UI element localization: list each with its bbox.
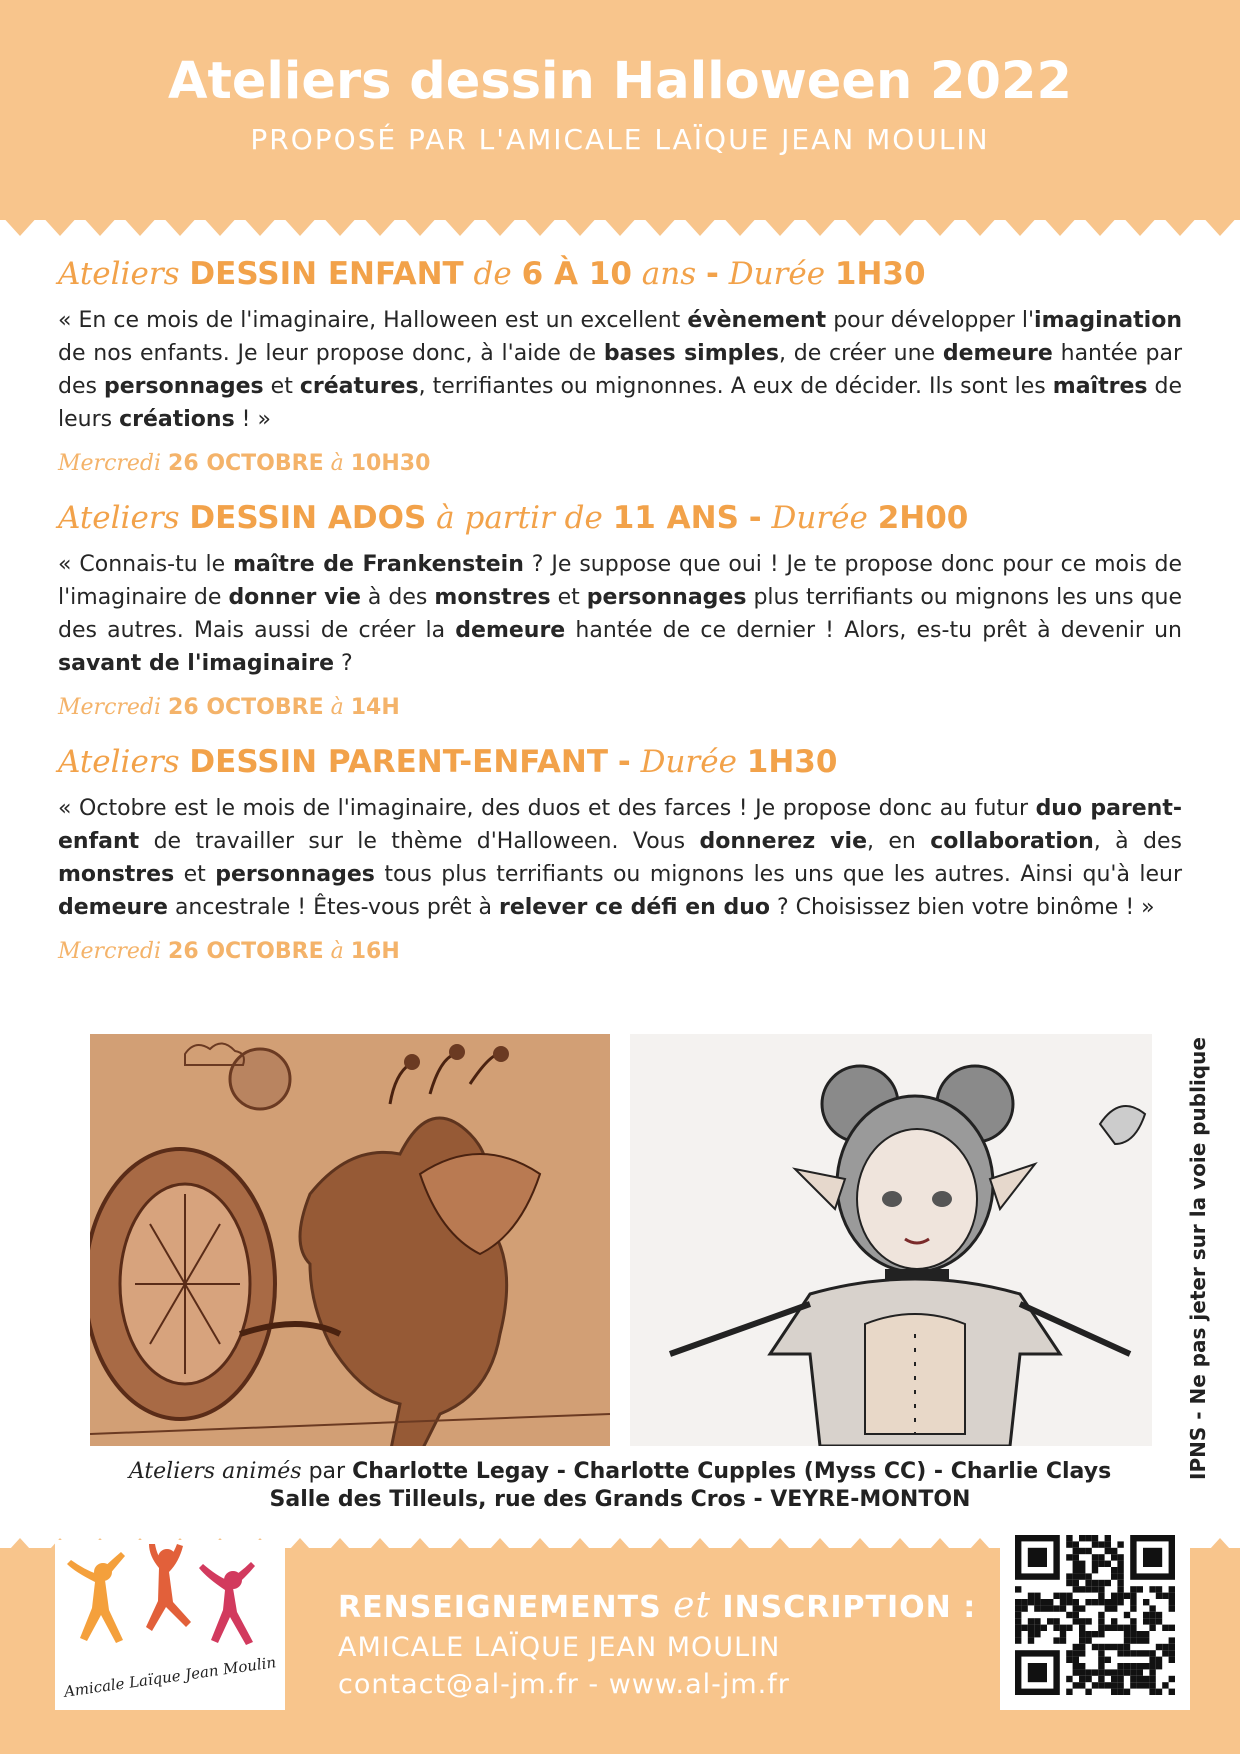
title-part: à partir de [436,500,603,536]
description-keyword: personnages [103,374,264,399]
description-keyword: bases simples [603,341,779,366]
workshop-title [58,496,1182,540]
title-part: - [748,500,762,536]
title-part: de [473,256,512,292]
description-text: hantée de ce dernier ! Alors, es-tu prêt à devenir un [565,618,1182,643]
description-keyword: collaboration [930,829,1094,854]
description-text: « Connais-tu le [58,552,234,577]
title-part: 1H30 [746,744,838,780]
contact-links[interactable]: contact@al-jm.fr - www.al-jm.fr [338,1669,790,1700]
description-text: de leurs [58,374,1182,432]
date-part: à [330,451,344,476]
date-part: 26 OCTOBRE [168,695,324,720]
credits-names: Charlotte Legay - Charlotte Cupples (Myss CC) - Charlie Clays [352,1459,1112,1484]
description-text: « Octobre est le mois de l'imaginaire, des duos et des farces ! Je propose donc au futur [58,796,1036,821]
description-text: , à des [1093,829,1182,854]
title-part: 6 À 10 [521,256,632,292]
description-text: « En ce mois de l'imaginaire, Halloween est un excellent [58,308,688,333]
description-text: , en [867,829,931,854]
date-part: à [330,695,344,720]
description-keyword: personnages [586,585,747,610]
workshop-title [58,740,1182,784]
date-part: 26 OCTOBRE [168,939,324,964]
description-keyword: donner vie [228,585,361,610]
credits [0,1458,1240,1514]
dragon-illustration [90,1034,610,1446]
title-part: Durée [771,500,868,536]
title-part: 2H00 [877,500,969,536]
description-keyword: personnages [215,862,375,887]
workshop-section [58,496,1182,726]
qr-code-icon [1000,1520,1190,1710]
workshop-section [58,740,1182,970]
description-text: et [550,585,587,610]
workshop-description [58,792,1182,924]
date-part: Mercredi [58,695,162,720]
workshop-description [58,304,1182,436]
title-part: - [617,744,631,780]
title-part: DESSIN ENFANT [189,256,464,292]
title-part: 11 ANS [612,500,739,536]
description-keyword: relever ce défi en duo [498,895,771,920]
description-keyword: créatures [299,374,419,399]
title-part: ans [641,256,697,292]
workshops-list [58,252,1182,984]
description-text: ancestrale ! Êtes-vous prêt à [167,895,499,920]
venue: Salle des Tilleuls, rue des Grands Cros - VEYRE-MONTON [269,1487,971,1512]
description-text: ? Je suppose que oui ! Je te propose donc pour ce mois de l'imaginaire de [58,552,1183,610]
title-part: Ateliers [58,744,180,780]
date-part: Mercredi [58,939,162,964]
header-zigzag [0,214,1240,238]
title-part: - [705,256,719,292]
description-text: tous plus terrifiants ou mignons les uns que les autres. Ainsi qu'à leur [374,862,1182,887]
date-part: 14H [350,695,400,720]
qr-code[interactable] [1000,1520,1190,1710]
description-text: ? [334,651,353,676]
description-text: , de créer une [778,341,943,366]
description-text: et [263,374,300,399]
description-keyword: évènement [687,308,827,333]
description-text: de travailler sur le thème d'Halloween. Vous [139,829,700,854]
credits-intro: Ateliers animés [128,1459,302,1484]
workshop-date [58,934,1182,970]
girl-illustration [630,1034,1152,1446]
date-part: Mercredi [58,451,162,476]
description-text: plus terrifiants ou mignons les uns que des autres. Mais aussi de créer la [58,585,1183,643]
date-part: 26 OCTOBRE [168,451,324,476]
description-keyword: savant de l'imaginaire [58,651,334,676]
info-title-et: et [673,1585,711,1626]
info-title-renseignements: RENSEIGNEMENTS [338,1590,662,1625]
workshop-description [58,548,1182,680]
description-text: hantée par des [58,341,1182,399]
title-part: Ateliers [58,256,180,292]
title-part: 1H30 [834,256,926,292]
description-keyword: monstres [58,862,175,887]
org-name: AMICALE LAÏQUE JEAN MOULIN [338,1632,781,1663]
workshop-date [58,690,1182,726]
credits-par: par [308,1459,346,1484]
date-part: à [330,939,344,964]
info-title [338,1585,976,1626]
date-part: 10H30 [350,451,431,476]
date-part: 16H [350,939,400,964]
description-keyword: maîtres [1052,374,1148,399]
page-subtitle: PROPOSÉ PAR L'AMICALE LAÏQUE JEAN MOULIN [250,123,990,156]
description-text: pour développer l' [826,308,1035,333]
title-part: Ateliers [58,500,180,536]
title-part: DESSIN ADOS [189,500,427,536]
jumping-figures-icon [55,1540,285,1670]
description-text: , terrifiantes ou mignonnes. A eux de décider. Ils sont les [418,374,1053,399]
contact-info [338,1585,976,1700]
ipns-note: IPNS - Ne pas jeter sur la voie publique [1186,1037,1210,1480]
header-band [0,0,1240,220]
description-keyword: monstres [434,585,551,610]
title-part: Durée [728,256,826,292]
workshop-title [58,252,1182,296]
workshop-section [58,252,1182,482]
description-text: ! » [234,407,271,432]
description-keyword: donnerez vie [699,829,868,854]
description-keyword: demeure [942,341,1053,366]
description-keyword: créations [119,407,235,432]
page-title: Ateliers dessin Halloween 2022 [167,52,1072,111]
description-keyword: imagination [1034,308,1182,333]
association-logo [55,1540,285,1710]
description-text: et [174,862,216,887]
info-title-inscription: INSCRIPTION : [722,1590,977,1625]
description-keyword: demeure [455,618,566,643]
workshop-date [58,446,1182,482]
description-text: de nos enfants. Je leur propose donc, à l'aide de [58,341,604,366]
description-text: à des [360,585,435,610]
description-keyword: demeure [58,895,168,920]
description-keyword: maître de Frankenstein [233,552,524,577]
title-part: Durée [640,744,737,780]
description-text: ? Choisissez bien votre binôme ! » [770,895,1155,920]
title-part: DESSIN PARENT-ENFANT [189,744,608,780]
logo-text: Amicale Laïque Jean Moulin [62,1653,278,1701]
description-keyword: duo parent-enfant [58,796,1182,854]
